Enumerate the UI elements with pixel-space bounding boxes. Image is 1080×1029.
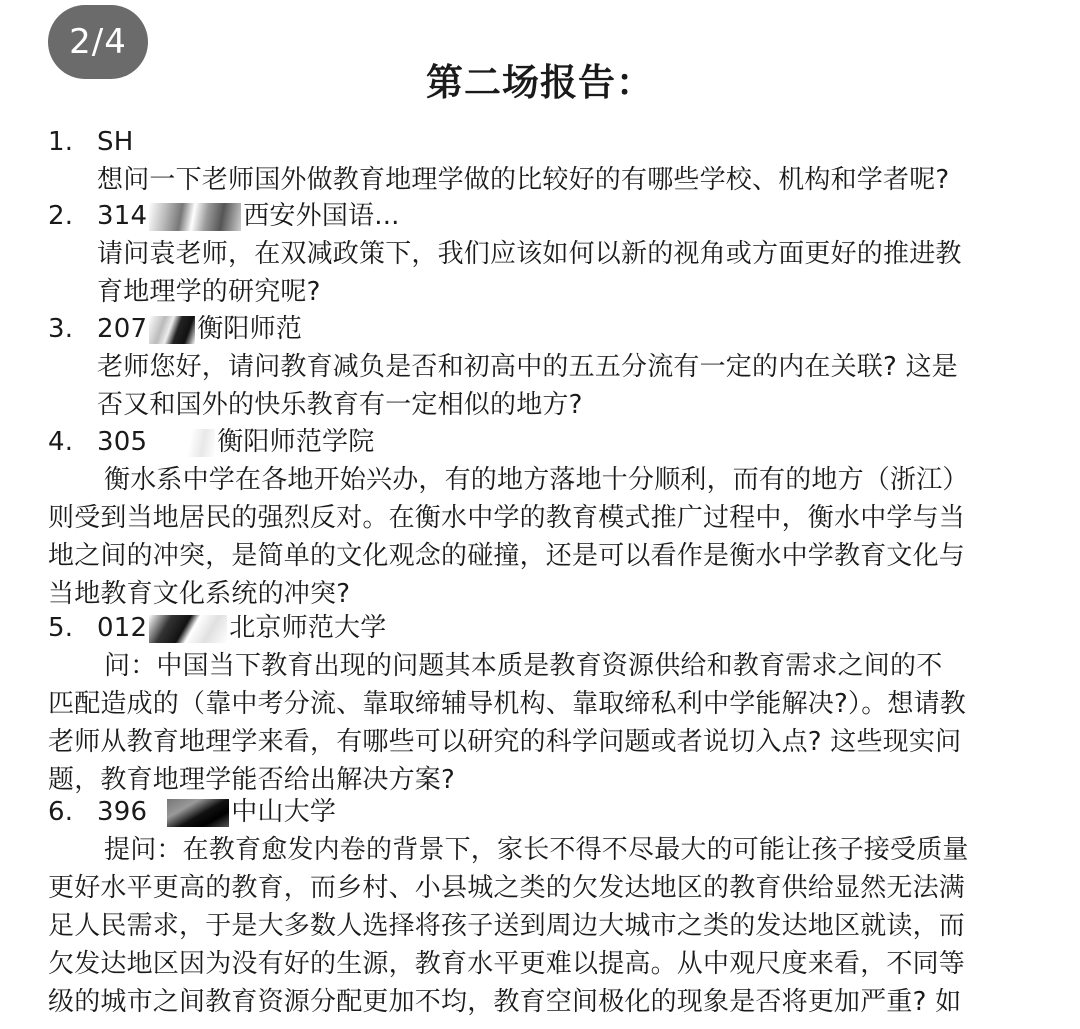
question-text-line: 匹配造成的（靠中考分流、靠取缔辅导机构、靠取缔私利中学能解决?）。想请教 [48,689,967,719]
author-affiliation: 衡阳师范学院 [217,427,375,457]
question-text-line: 当地教育文化系统的冲突? [48,579,351,609]
question-author [97,123,133,161]
question-author [97,423,374,461]
document-title: 第二场报告： [426,61,654,104]
question-number: 5. [48,613,74,643]
question-text-line: 衡水系中学在各地开始兴办，有的地方落地十分顺利，而有的地方（浙江） [104,465,969,495]
question-text-line: 地之间的冲突，是简单的文化观念的碰撞，还是可以看作是衡水中学教育文化与 [48,541,966,571]
author-id: 207 [97,314,148,344]
author-affiliation: 北京师范大学 [229,613,387,643]
question-text-line: 想问一下老师国外做教育地理学做的比较好的有哪些学校、机构和学者呢? [97,165,950,195]
author-id: 396 [97,797,148,827]
question-text-line: 则受到当地居民的强烈反对。在衡水中学的教育模式推广过程中，衡水中学与当 [48,503,966,533]
redacted-name-mosaic [149,203,241,231]
question-author [97,609,386,647]
question-text-line: 老师您好，请问教育减负是否和初高中的五五分流有一定的内在关联? 这是 [97,352,958,382]
author-id: 012 [97,613,148,643]
question-text-line: 级的城市之间教育资源分配更加不均，教育空间极化的现象是否将更加严重? 如 [48,987,962,1017]
question-number: 2. [48,201,74,231]
question-text-line: 老师从教育地理学来看，有哪些可以研究的科学问题或者说切入点? 这些现实问 [48,727,962,757]
author-id: 314 [97,201,148,231]
question-number: 3. [48,314,74,344]
author-id: SH [97,127,134,157]
question-number: 4. [48,427,74,457]
question-author [97,197,400,235]
redacted-name-mosaic [167,799,229,827]
question-text-line: 问：中国当下教育出现的问题其本质是教育资源供给和教育需求之间的不 [104,651,943,681]
page-indicator-text: 2/4 [69,22,127,62]
author-affiliation: 西安外国语... [243,201,400,231]
author-affiliation: 衡阳师范 [197,314,303,344]
question-number: 1. [48,127,74,157]
question-text-line: 提问：在教育愈发内卷的背景下，家长不得不尽最大的可能让孩子接受质量 [104,835,969,865]
redacted-name-mosaic [149,316,195,344]
question-text-line: 请问袁老师，在双减政策下，我们应该如何以新的视角或方面更好的推进教 [97,239,962,269]
question-text-line: 足人民需求，于是大多数人选择将孩子送到周边大城市之类的发达地区就读，而 [48,911,966,941]
author-affiliation: 中山大学 [231,797,337,827]
question-text-line: 欠发达地区因为没有好的生源，教育水平更难以提高。从中观尺度来看，不同等 [48,949,966,979]
question-number: 6. [48,797,74,827]
question-text-line: 育地理学的研究呢? [97,277,321,307]
question-author [97,793,336,831]
question-author [97,310,302,348]
redacted-name-mosaic [149,429,215,457]
author-id: 305 [97,427,148,457]
question-text-line: 更好水平更高的教育，而乡村、小县城之类的欠发达地区的教育供给显然无法满 [48,873,966,903]
redacted-name-mosaic [149,615,227,643]
question-text-line: 否又和国外的快乐教育有一定相似的地方? [97,390,583,420]
question-text-line: 题，教育地理学能否给出解决方案? [48,765,456,795]
